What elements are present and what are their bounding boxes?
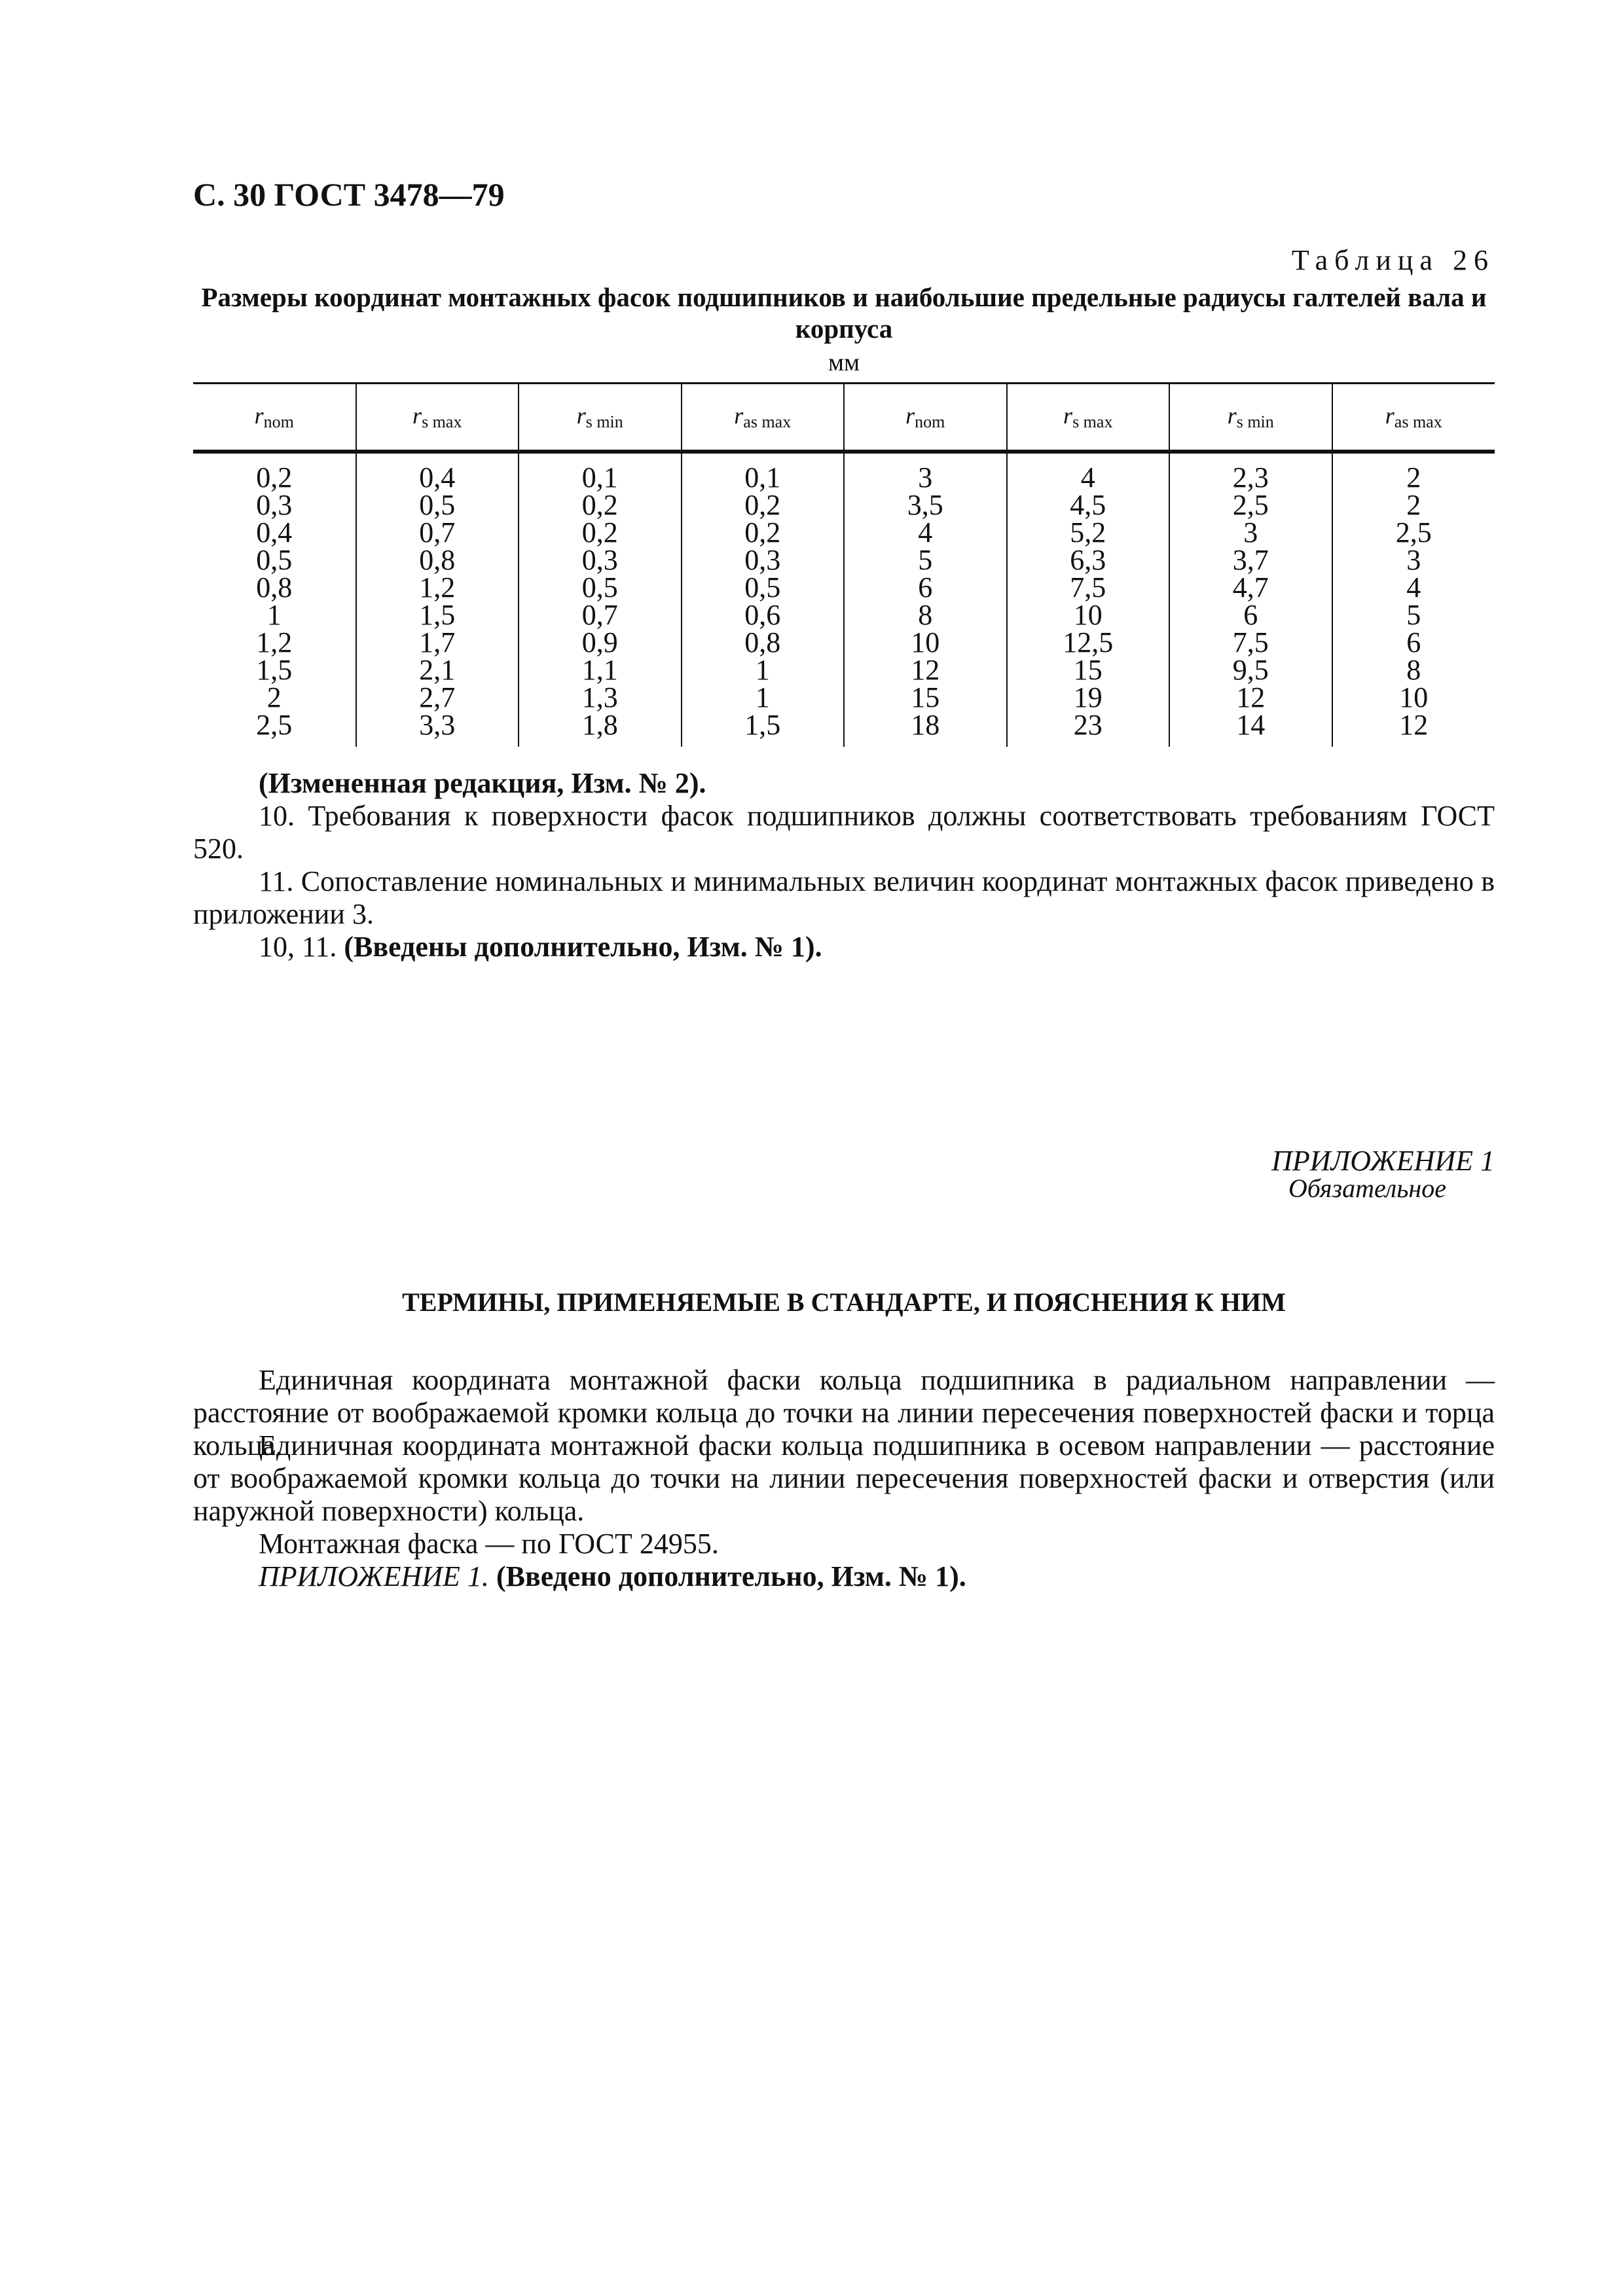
table-cell: 3	[1169, 519, 1332, 547]
table-cell: 19	[1007, 684, 1170, 711]
table-row	[193, 492, 1495, 519]
table-cell: 1,5	[256, 654, 293, 686]
table-row	[193, 601, 1495, 629]
table-cell: 3	[844, 452, 1007, 492]
column-header: $r_{s min}$	[519, 384, 682, 452]
table-cell: 1,7	[356, 629, 519, 656]
table-cell: 3,3	[356, 711, 519, 747]
table-row	[193, 519, 1495, 547]
table-cell: 4	[1007, 452, 1170, 492]
dimensions-table	[193, 382, 1495, 747]
table-cell: 1,3	[519, 684, 682, 711]
table-cell: 0,1	[682, 452, 845, 492]
table-cell: 5	[1332, 601, 1495, 629]
table-cell: 2	[1332, 452, 1495, 492]
table-cell: 2,7	[356, 684, 519, 711]
table-cell: 0,4	[356, 452, 519, 492]
table-cell: 0,2	[519, 519, 682, 547]
table-cell: 3,5	[844, 492, 1007, 519]
table-cell: 5,2	[1007, 519, 1170, 547]
table-cell: 2,5	[1332, 519, 1495, 547]
table-cell: 14	[1169, 711, 1332, 747]
table-cell: 15	[844, 684, 1007, 711]
table-row	[193, 547, 1495, 574]
table-cell: 4,5	[1007, 492, 1170, 519]
table-cell: 7,5	[1169, 629, 1332, 656]
appendix-introduced-note: ПРИЛОЖЕНИЕ 1. (Введено дополнительно, Изм. № 1).	[259, 1560, 966, 1592]
term-chamfer: Монтажная фаска — по ГОСТ 24955.	[259, 1528, 719, 1560]
table-cell: 2,5	[256, 709, 293, 741]
appendix-title: ПРИЛОЖЕНИЕ 1	[1271, 1145, 1495, 1177]
table-cell: 15	[1007, 656, 1170, 684]
table-cell: 1,5	[682, 711, 845, 747]
column-header: $r_{s min}$	[1169, 384, 1332, 452]
table-cell: 0,4	[256, 516, 293, 548]
table-row	[193, 629, 1495, 656]
table-cell: 9,5	[1169, 656, 1332, 684]
table-title: Размеры координат монтажных фасок подшипников и наибольшие предельные радиусы галтелей вала и корпуса	[201, 282, 1487, 344]
column-header: $r_{nom}$	[193, 384, 356, 452]
table-cell: 1,2	[356, 574, 519, 601]
table-cell: 0,2	[519, 492, 682, 519]
table-number: Таблица 26	[1291, 244, 1495, 276]
table-cell: 1,5	[356, 601, 519, 629]
table-header-row	[193, 384, 1495, 452]
clause-11: 11. Сопоставление номинальных и минимальных величин координат монтажных фасок приведено в приложении 3.	[193, 865, 1495, 930]
table-cell: 0,8	[356, 547, 519, 574]
column-header: $r_{as max}$	[682, 384, 845, 452]
table-cell: 5	[844, 547, 1007, 574]
table-cell: 0,1	[519, 452, 682, 492]
table-cell: 7,5	[1007, 574, 1170, 601]
table-cell: 0,3	[519, 547, 682, 574]
clauses-introduced-note: 10, 11. (Введены дополнительно, Изм. № 1).	[259, 931, 822, 963]
table-cell: 0,3	[682, 547, 845, 574]
table-unit: мм	[828, 349, 860, 376]
clause-10: 10. Требования к поверхности фасок подшипников должны соответствовать требованиям ГОСТ 520.	[193, 800, 1495, 865]
table-cell: 2	[266, 681, 282, 713]
table-row	[193, 452, 1495, 492]
table-cell: 10	[1332, 684, 1495, 711]
table-cell: 4,7	[1169, 574, 1332, 601]
table-cell: 3,7	[1169, 547, 1332, 574]
column-header: $r_{s max}$	[1007, 384, 1170, 452]
appendix-heading: ТЕРМИНЫ, ПРИМЕНЯЕМЫЕ В СТАНДАРТЕ, И ПОЯСНЕНИЯ К НИМ	[402, 1287, 1286, 1317]
table-cell: 0,2	[256, 461, 293, 493]
appendix-subtitle: Обязательное	[1288, 1174, 1446, 1203]
table-cell: 12,5	[1007, 629, 1170, 656]
table-cell: 4	[844, 519, 1007, 547]
table-cell: 10	[844, 629, 1007, 656]
page-header: С. 30 ГОСТ 3478—79	[193, 176, 505, 213]
table-cell: 12	[1332, 711, 1495, 747]
table-cell: 23	[1007, 711, 1170, 747]
table-cell: 6	[1169, 601, 1332, 629]
table-cell: 0,5	[356, 492, 519, 519]
term-radial: Единичная координата монтажной фаски кольца подшипника в радиальном направлении — расстояние от воображаемой кромки кольца до точки на линии пересечения поверхностей фаски и торца кольца.	[193, 1364, 1495, 1462]
table-row	[193, 684, 1495, 711]
table-cell: 4	[1332, 574, 1495, 601]
table-cell: 1	[682, 656, 845, 684]
table-cell: 6,3	[1007, 547, 1170, 574]
table-cell: 0,5	[519, 574, 682, 601]
table-cell: 1,1	[519, 656, 682, 684]
table-cell: 0,2	[682, 519, 845, 547]
table-cell: 1,8	[519, 711, 682, 747]
column-header: $r_{as max}$	[1332, 384, 1495, 452]
table-cell: 1,2	[256, 626, 293, 658]
table-cell: 2,5	[1169, 492, 1332, 519]
column-header: $r_{s max}$	[356, 384, 519, 452]
table-cell: 0,2	[682, 492, 845, 519]
table-cell: 0,6	[682, 601, 845, 629]
table-row	[193, 656, 1495, 684]
table-cell: 10	[1007, 601, 1170, 629]
table-cell: 0,7	[519, 601, 682, 629]
table-cell: 2	[1332, 492, 1495, 519]
table-row	[193, 574, 1495, 601]
table-cell: 2,1	[356, 656, 519, 684]
table-cell: 12	[844, 656, 1007, 684]
table-cell: 6	[844, 574, 1007, 601]
table-cell: 3	[1332, 547, 1495, 574]
term-axial: Единичная координата монтажной фаски кольца подшипника в осевом направлении — расстояние от воображаемой кромки кольца до точки на линии пересечения поверхностей фаски и отверстия (или наружной поверхности) кольца.	[193, 1429, 1495, 1527]
table-cell: 0,8	[682, 629, 845, 656]
table-cell: 6	[1332, 629, 1495, 656]
table-cell: 0,9	[519, 629, 682, 656]
table-cell: 2,3	[1169, 452, 1332, 492]
table-row	[193, 711, 1495, 747]
table-cell: 0,5	[682, 574, 845, 601]
table-cell: 0,5	[256, 544, 293, 576]
table-cell: 8	[844, 601, 1007, 629]
table-cell: 12	[1169, 684, 1332, 711]
table-cell: 0,8	[256, 571, 293, 603]
table-cell: 0,3	[256, 489, 293, 521]
table-cell: 18	[844, 711, 1007, 747]
amendment-note: (Измененная редакция, Изм. № 2).	[259, 767, 706, 799]
table-cell: 1	[682, 684, 845, 711]
table-cell: 8	[1332, 656, 1495, 684]
table-cell: 1	[266, 599, 282, 631]
column-header: $r_{nom}$	[844, 384, 1007, 452]
table-cell: 0,7	[356, 519, 519, 547]
